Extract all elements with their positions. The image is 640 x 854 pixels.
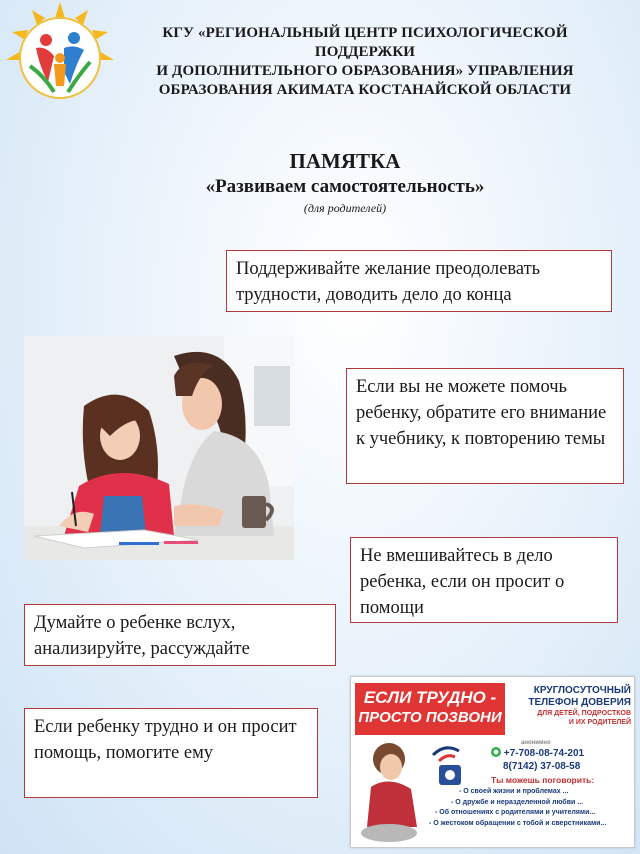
tip-box-4 (24, 604, 336, 666)
tip-text: Если ребенку трудно и он просит помощь, помогите ему (34, 717, 297, 763)
tip-text: Думайте о ребенке вслух, анализируйте, рассуждайте (34, 613, 250, 659)
phone-number-1 (491, 747, 601, 760)
memo-subtitle: «Развиваем самостоятельность» (205, 176, 485, 197)
tip-text: Если вы не можете помочь ребенку, обратите его внимание к учебнику, к повторению темы (356, 377, 607, 449)
you-can-talk-label: Ты можешь поговорить: (491, 775, 595, 785)
org-line: И ДОПОЛНИТЕЛЬНОГО ОБРАЗОВАНИЯ» УПРАВЛЕНИЯ (156, 63, 574, 79)
tip-box-5 (24, 708, 318, 798)
topic-item: - О жестоком обращении с тобой и сверстниками... (429, 819, 607, 827)
tip-box-3 (350, 537, 618, 623)
topic-item: - Об отношениях с родителями и учителями... (435, 809, 596, 816)
topic-item: - О дружбе и неразделенной любви ... (451, 798, 584, 806)
sad-child-illustration (359, 737, 429, 843)
tip-text: Не вмешивайтесь в дело ребенка, если он просит о помощи (360, 546, 565, 618)
phone-number-1-text: +7-708-08-74-201 (503, 748, 585, 759)
org-line: ОБРАЗОВАНИЯ АКИМАТА КОСТАНАЙСКОЙ ОБЛАСТИ (158, 82, 572, 98)
tip-text: Поддерживайте желание преодолевать трудности, доводить дело до конца (236, 259, 541, 305)
headline-line-2: ПРОСТО ПОЗВОНИ (358, 709, 502, 726)
org-line: ПОДДЕРЖКИ (314, 44, 416, 60)
headline-line-1: ЕСЛИ ТРУДНО - (363, 688, 497, 707)
hotline-info (511, 685, 631, 727)
hotline-line-2: ТЕЛЕФОН ДОВЕРИЯ (528, 697, 631, 708)
tip-box-2 (346, 368, 624, 484)
memo-title-block (150, 148, 540, 216)
for-whom-line-1: ДЛЯ ДЕТЕЙ, ПОДРОСТКОВ (537, 710, 631, 717)
for-whom-line-2: И ИХ РОДИТЕЛЕЙ (568, 719, 631, 726)
memo-audience: (для родителей) (303, 201, 387, 215)
helpline-headline (355, 683, 505, 735)
organization-header (120, 24, 610, 100)
whatsapp-icon (491, 747, 501, 757)
phone-number-2: 8(7142) 37-08-58 (503, 761, 581, 772)
helpline-phones (491, 739, 601, 773)
memo-title: ПАМЯТКА (289, 149, 401, 173)
center-logo (4, 2, 116, 106)
mother-helping-daughter-photo (24, 336, 294, 560)
talk-topics-list (421, 787, 631, 829)
phone-icon (425, 741, 475, 789)
anonymous-label: анонимно (521, 740, 551, 746)
org-line: КГУ «РЕГИОНАЛЬНЫЙ ЦЕНТР ПСИХОЛОГИЧЕСКОЙ (162, 25, 568, 41)
hotline-line-1: КРУГЛОСУТОЧНЫЙ (533, 685, 631, 696)
tip-box-1 (226, 250, 612, 312)
helpline-advert (350, 676, 635, 848)
topic-item: - О своей жизни и проблемах ... (459, 788, 569, 795)
